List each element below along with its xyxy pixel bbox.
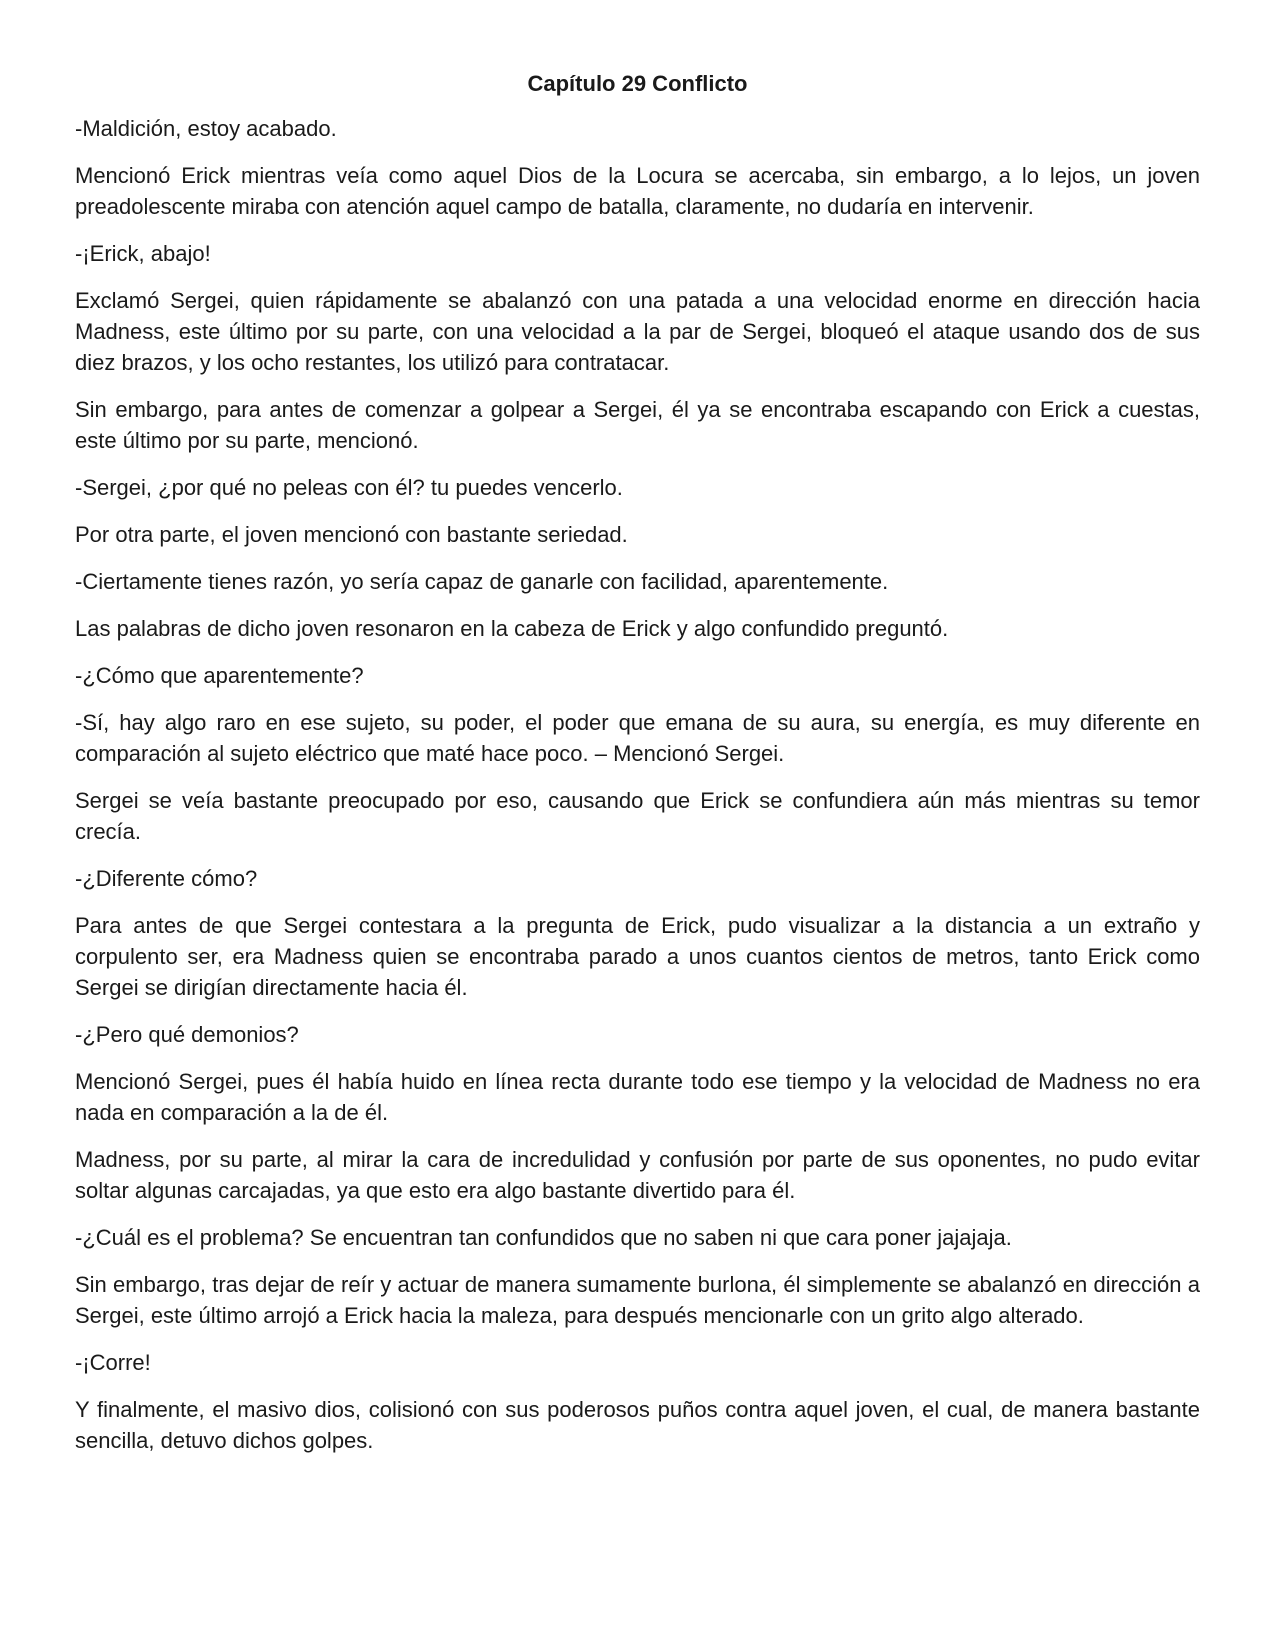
paragraph: Sergei se veía bastante preocupado por eso, causando que Erick se confundiera aún más mientras su temor crecía. [75, 788, 1200, 844]
paragraph: Por otra parte, el joven mencionó con bastante seriedad. [75, 522, 628, 547]
paragraph: Mencionó Erick mientras veía como aquel Dios de la Locura se acercaba, sin embargo, a lo lejos, un joven preadolescente miraba con atención aquel campo de batalla, claramente, no dudaría en intervenir. [75, 163, 1200, 219]
paragraph: -¿Cuál es el problema? Se encuentran tan confundidos que no saben ni que cara poner jajajaja. [75, 1225, 1012, 1250]
paragraph: Sin embargo, tras dejar de reír y actuar de manera sumamente burlona, él simplemente se abalanzó en dirección a Sergei, este último arrojó a Erick hacia la maleza, para después mencionarle con un grito algo alterado. [75, 1272, 1200, 1328]
paragraph: -Sí, hay algo raro en ese sujeto, su poder, el poder que emana de su aura, su energía, es muy diferente en comparación al sujeto eléctrico que maté hace poco. – Mencionó Sergei. [75, 710, 1200, 766]
paragraph: -Sergei, ¿por qué no peleas con él? tu puedes vencerlo. [75, 475, 623, 500]
paragraph: Exclamó Sergei, quien rápidamente se abalanzó con una patada a una velocidad enorme en dirección hacia Madness, este último por su parte, con una velocidad a la par de Sergei, bloqueó el ataque usando dos de sus diez brazos, y los ocho restantes, los utilizó para contratacar. [75, 288, 1200, 375]
paragraph: Madness, por su parte, al mirar la cara de incredulidad y confusión por parte de sus oponentes, no pudo evitar soltar algunas carcajadas, ya que esto era algo bastante divertido para él. [75, 1147, 1200, 1203]
paragraph: Sin embargo, para antes de comenzar a golpear a Sergei, él ya se encontraba escapando con Erick a cuestas, este último por su parte, mencionó. [75, 397, 1200, 453]
paragraph: -Maldición, estoy acabado. [75, 116, 337, 141]
paragraph: -¿Pero qué demonios? [75, 1022, 299, 1047]
paragraph: -¡Erick, abajo! [75, 241, 211, 266]
paragraph: -¿Cómo que aparentemente? [75, 663, 364, 688]
chapter-title: Capítulo 29 Conflicto [527, 71, 748, 96]
paragraph: -¿Diferente cómo? [75, 866, 258, 891]
paragraph: Y finalmente, el masivo dios, colisionó con sus poderosos puños contra aquel joven, el cual, de manera bastante sencilla, detuvo dichos golpes. [75, 1397, 1200, 1453]
paragraph: -¡Corre! [75, 1350, 151, 1375]
paragraph: Para antes de que Sergei contestara a la pregunta de Erick, pudo visualizar a la distancia a un extraño y corpulento ser, era Madness quien se encontraba parado a unos cuantos cientos de metros, tanto Erick como Sergei se dirigían directamente hacia él. [75, 913, 1200, 1000]
paragraph: -Ciertamente tienes razón, yo sería capaz de ganarle con facilidad, aparentemente. [75, 569, 889, 594]
paragraph: Mencionó Sergei, pues él había huido en línea recta durante todo ese tiempo y la velocidad de Madness no era nada en comparación a la de él. [75, 1069, 1200, 1125]
paragraph: Las palabras de dicho joven resonaron en la cabeza de Erick y algo confundido preguntó. [75, 616, 949, 641]
